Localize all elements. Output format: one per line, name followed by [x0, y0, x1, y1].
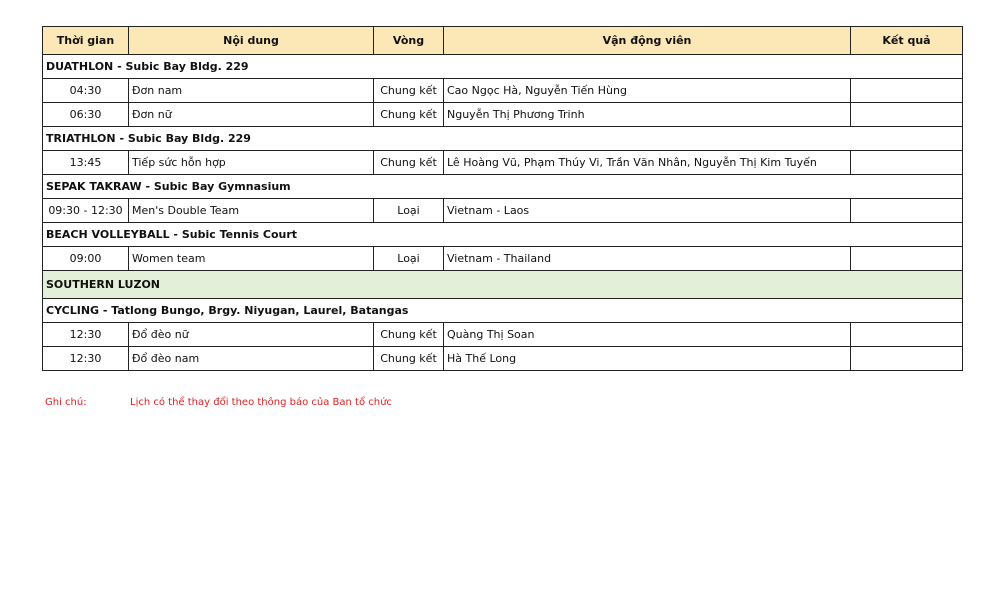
cell-time: 13:45 [43, 151, 129, 175]
schedule-table [42, 26, 963, 371]
cell-athletes: Nguyễn Thị Phương Trinh [444, 103, 851, 127]
cell-round: Loại [374, 199, 444, 223]
cell-result [851, 323, 963, 347]
header-content: Nội dung [129, 27, 374, 55]
header-round: Vòng [374, 27, 444, 55]
cell-round: Chung kết [374, 151, 444, 175]
section-title: CYCLING - Tatlong Bungo, Brgy. Niyugan, Laurel, Batangas [43, 299, 963, 323]
cell-athletes: Lê Hoàng Vũ, Phạm Thúy Vi, Trần Văn Nhân, Nguyễn Thị Kim Tuyến [444, 151, 851, 175]
cell-time: 12:30 [43, 323, 129, 347]
section-row [43, 175, 963, 199]
section-title: SEPAK TAKRAW - Subic Bay Gymnasium [43, 175, 963, 199]
header-row [43, 27, 963, 55]
table-row [43, 199, 963, 223]
section-row [43, 55, 963, 79]
cell-athletes: Cao Ngọc Hà, Nguyễn Tiến Hùng [444, 79, 851, 103]
cell-time: 09:30 - 12:30 [43, 199, 129, 223]
section-row [43, 127, 963, 151]
cell-round: Loại [374, 247, 444, 271]
cell-content: Đổ đèo nam [129, 347, 374, 371]
table-row [43, 347, 963, 371]
section-title: DUATHLON - Subic Bay Bldg. 229 [43, 55, 963, 79]
cell-result [851, 79, 963, 103]
table-row [43, 79, 963, 103]
cell-athletes: Hà Thế Long [444, 347, 851, 371]
cell-content: Tiếp sức hỗn hợp [129, 151, 374, 175]
cell-time: 04:30 [43, 79, 129, 103]
table-row [43, 247, 963, 271]
cell-result [851, 347, 963, 371]
table-row [43, 323, 963, 347]
section-row [43, 223, 963, 247]
cell-content: Men's Double Team [129, 199, 374, 223]
cell-round: Chung kết [374, 103, 444, 127]
section-title: SOUTHERN LUZON [43, 271, 963, 299]
cell-athletes: Vietnam - Laos [444, 199, 851, 223]
cell-result [851, 151, 963, 175]
section-title: TRIATHLON - Subic Bay Bldg. 229 [43, 127, 963, 151]
section-row [43, 299, 963, 323]
note-text: Lịch có thể thay đổi theo thông báo của Ban tổ chức [130, 397, 392, 408]
cell-result [851, 247, 963, 271]
cell-athletes: Quàng Thị Soan [444, 323, 851, 347]
cell-time: 06:30 [43, 103, 129, 127]
section-title: BEACH VOLLEYBALL - Subic Tennis Court [43, 223, 963, 247]
cell-content: Đổ đèo nữ [129, 323, 374, 347]
cell-content: Đơn nam [129, 79, 374, 103]
cell-time: 12:30 [43, 347, 129, 371]
cell-content: Women team [129, 247, 374, 271]
cell-time: 09:00 [43, 247, 129, 271]
table-row [43, 103, 963, 127]
cell-result [851, 199, 963, 223]
header-result: Kết quả [851, 27, 963, 55]
cell-athletes: Vietnam - Thailand [444, 247, 851, 271]
table-row [43, 151, 963, 175]
region-row [43, 271, 963, 299]
cell-result [851, 103, 963, 127]
header-athletes: Vận động viên [444, 27, 851, 55]
note-label: Ghi chú: [45, 397, 87, 408]
cell-round: Chung kết [374, 79, 444, 103]
cell-content: Đơn nữ [129, 103, 374, 127]
header-time: Thời gian [43, 27, 129, 55]
cell-round: Chung kết [374, 323, 444, 347]
cell-round: Chung kết [374, 347, 444, 371]
